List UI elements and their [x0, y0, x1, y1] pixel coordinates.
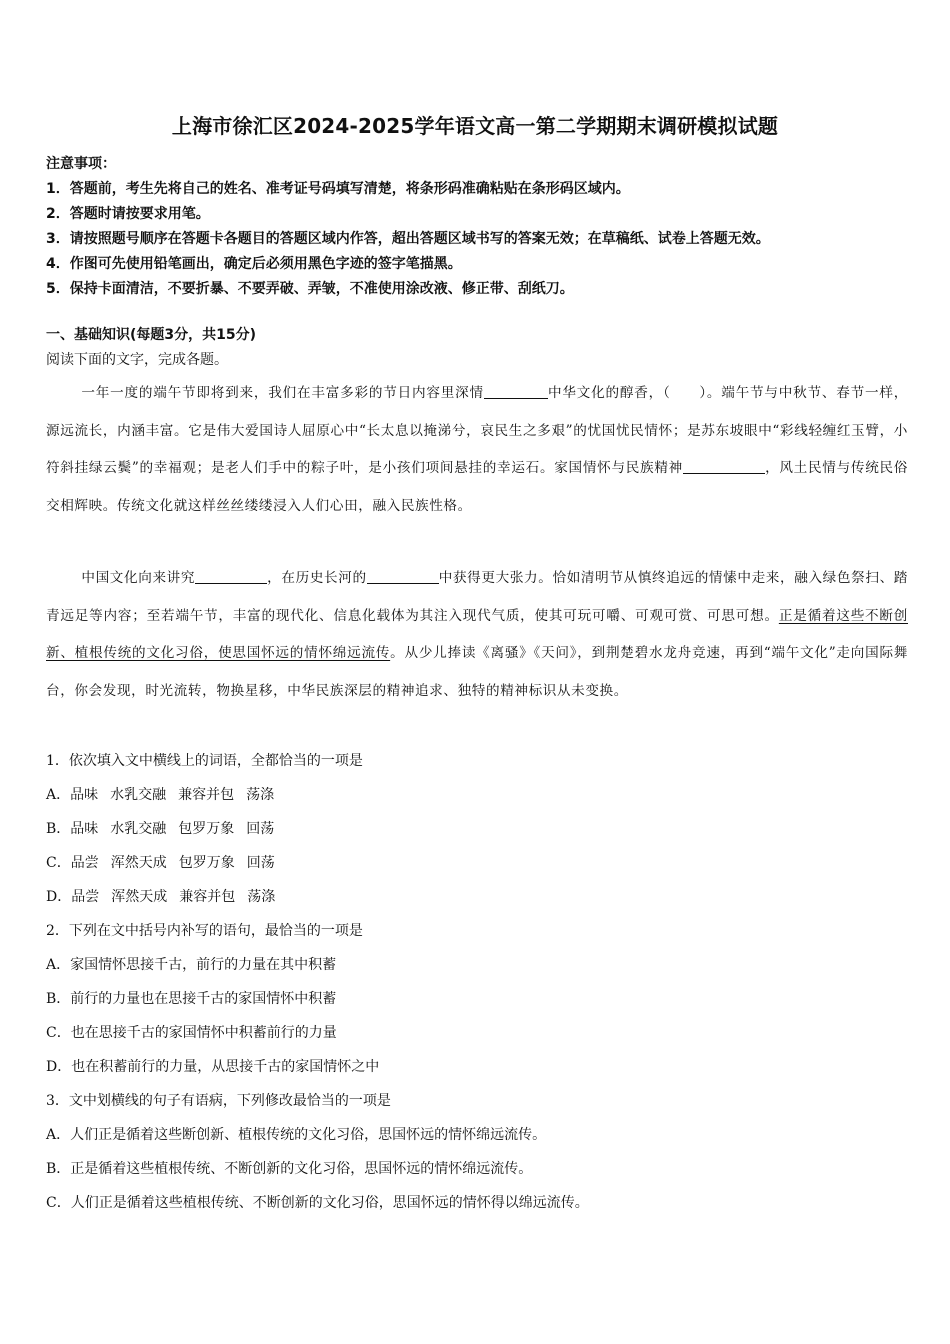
- option-text: 人们正是循着这些断创新、植根传统的文化习俗，思国怀远的情怀绵远流传。: [70, 1127, 547, 1143]
- notice-item: 1．答题前，考生先将自己的姓名、准考证号码填写清楚，将条形码准确粘贴在条形码区域内。: [46, 181, 630, 197]
- question-option: [46, 846, 916, 880]
- option-word: 品尝: [71, 889, 100, 905]
- option-letter: B．: [46, 1161, 71, 1177]
- answer-blank: [683, 459, 765, 474]
- option-letter: A．: [46, 1127, 71, 1143]
- option-word: 品味: [70, 787, 99, 803]
- option-text: 人们正是循着这些植根传统、不断创新的文化习俗，思国怀远的情怀得以绵远流传。: [70, 1195, 589, 1211]
- notice-item: 2．答题时请按要求用笔。: [46, 206, 210, 222]
- question-option: [46, 1050, 916, 1084]
- question-option: [46, 1118, 916, 1152]
- answer-blank: [484, 384, 548, 399]
- option-word: 回荡: [246, 855, 275, 871]
- section-basic-knowledge: [46, 323, 916, 373]
- question-option: [46, 812, 916, 846]
- passage-paragraph-2: [46, 560, 908, 710]
- passage-text: ，风土民情与传统民俗交相辉映。传统文化就这样丝丝缕缕浸入人们心田，融入民族性格。: [46, 460, 908, 514]
- section-instruction: 阅读下面的文字，完成各题。: [46, 352, 228, 368]
- question-option: [46, 1186, 916, 1220]
- option-word: 品尝: [70, 855, 99, 871]
- answer-blank: [195, 569, 267, 584]
- passage-text: 中华文化的醇香，（ ）。端午节与中秋节、春节一样，源远流长，内涵丰富。它是伟大爱国诗人屈原心中“长太息以掩涕兮，哀民生之多艰”的忧国忧民情怀；是苏东坡眼中“彩线轻缠红玉臂，小符斜挂绿云鬓”的幸福观；是老人们手中的粽子叶，是小孩们项间悬挂的幸运石。家国情怀与民族精神: [46, 385, 908, 476]
- notice-block: [46, 152, 916, 302]
- question-stem: 3．文中划横线的句子有语病，下列修改最恰当的一项是: [46, 1093, 391, 1109]
- question-stem: 2．下列在文中括号内补写的语句，最恰当的一项是: [46, 923, 363, 939]
- option-letter: D．: [46, 889, 72, 905]
- question-option: [46, 880, 916, 914]
- question-option: [46, 778, 916, 812]
- option-word: 浑然天成: [110, 855, 167, 871]
- notice-heading: 注意事项：: [46, 156, 116, 172]
- question-option: [46, 948, 916, 982]
- section-heading: 一、基础知识(每题3分，共15分): [46, 327, 257, 343]
- question-option: [46, 1152, 916, 1186]
- option-text: 前行的力量也在思接千古的家国情怀中积蓄: [70, 991, 337, 1007]
- passage-text: ，在历史长河的: [267, 570, 367, 586]
- option-word: 兼容并包: [178, 787, 235, 803]
- option-letter: C．: [46, 1195, 71, 1211]
- option-word: 荡涤: [246, 787, 275, 803]
- question-option: [46, 982, 916, 1016]
- question-list: [46, 744, 916, 1220]
- option-text: 家国情怀思接千古，前行的力量在其中积蓄: [70, 957, 337, 973]
- passage-text: 中获得更大张力。恰如清明节从慎终追远的情愫中走来，融入绿色祭扫、踏青远足等内容；至若端午节，丰富的现代化、信息化载体为其注入现代气质，使其可玩可嚼、可观可赏、可思可想。: [46, 570, 908, 624]
- option-text: 也在思接千古的家国情怀中积蓄前行的力量: [70, 1025, 337, 1041]
- option-text: 正是循着这些植根传统、不断创新的文化习俗，思国怀远的情怀绵远流传。: [70, 1161, 533, 1177]
- answer-blank: [367, 569, 439, 584]
- option-word: 荡涤: [247, 889, 276, 905]
- option-letter: A．: [46, 957, 71, 973]
- option-letter: C．: [46, 1025, 71, 1041]
- option-word: 浑然天成: [111, 889, 168, 905]
- question-option: [46, 1016, 916, 1050]
- notice-item: 5．保持卡面清洁，不要折暴、不要弄破、弄皱，不准使用涂改液、修正带、刮纸刀。: [46, 281, 574, 297]
- passage-paragraph-1: [46, 375, 908, 525]
- passage-text: 中国文化向来讲究: [81, 570, 196, 586]
- notice-item: 3．请按照题号顺序在答题卡各题目的答题区域内作答，超出答题区域书写的答案无效；在草稿纸、试卷上答题无效。: [46, 231, 770, 247]
- option-word: 回荡: [246, 821, 275, 837]
- option-word: 包罗万象: [178, 821, 235, 837]
- notice-item: 4．作图可先使用铅笔画出，确定后必须用黑色字迹的签字笔描黑。: [46, 256, 462, 272]
- question-stem: 1．依次填入文中横线上的词语，全都恰当的一项是: [46, 753, 363, 769]
- option-letter: D．: [46, 1059, 72, 1075]
- option-text: 也在积蓄前行的力量，从思接千古的家国情怀之中: [71, 1059, 380, 1075]
- underlined-sentence: 正是循着这些不断创新、植根传统的文化习俗，使思国怀远的情怀绵远流传: [46, 607, 908, 661]
- option-word: 兼容并包: [179, 889, 236, 905]
- option-word: 包罗万象: [178, 855, 235, 871]
- passage-text: 一年一度的端午节即将到来，我们在丰富多彩的节日内容里深情: [81, 385, 484, 401]
- document-title: 上海市徐汇区2024-2025学年语文高一第二学期期末调研模拟试题: [171, 114, 779, 138]
- option-letter: A．: [46, 787, 71, 803]
- option-word: 品味: [70, 821, 99, 837]
- option-letter: B．: [46, 821, 71, 837]
- option-word: 水乳交融: [110, 821, 167, 837]
- option-letter: B．: [46, 991, 71, 1007]
- option-word: 水乳交融: [110, 787, 167, 803]
- passage-text: 。从少儿捧读《离骚》《天问》，到荆楚碧水龙舟竞速，再到“端午文化”走向国际舞台，你会发现，时光流转，物换星移，中华民族深层的精神追求、独特的精神标识从未变换。: [46, 645, 908, 699]
- option-letter: C．: [46, 855, 71, 871]
